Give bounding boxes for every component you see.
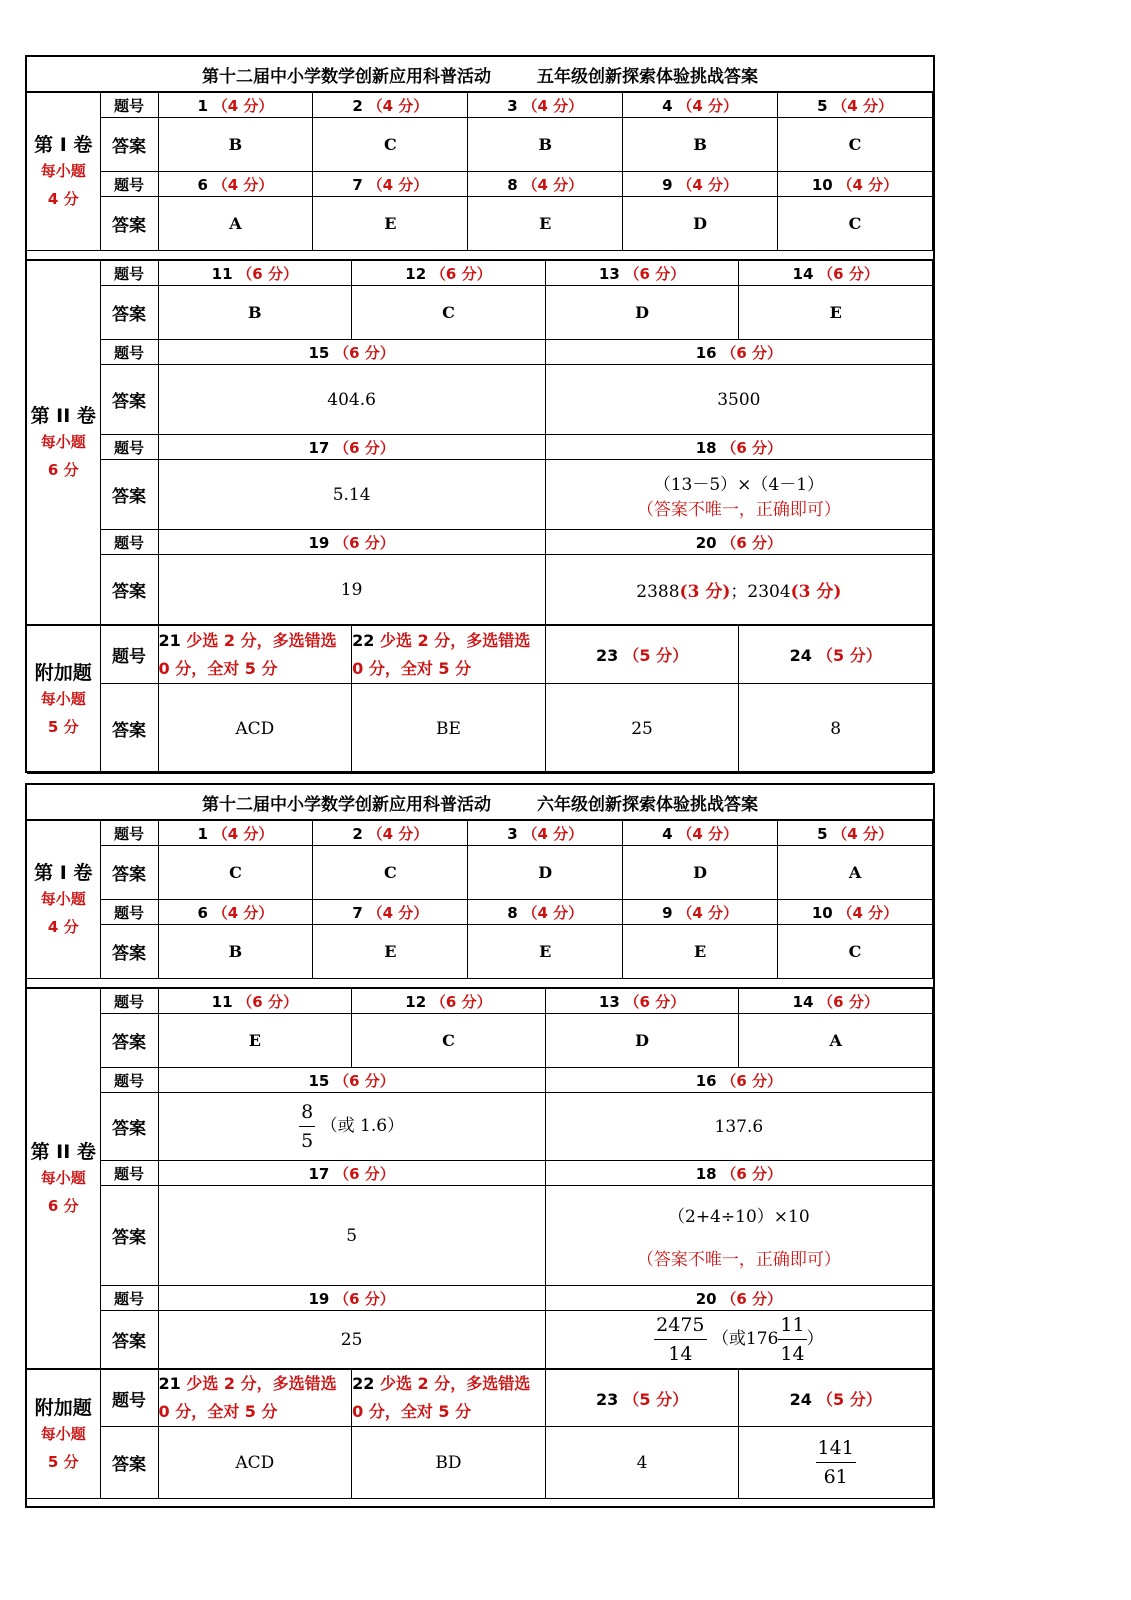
grade6-part2-table <box>27 988 933 1369</box>
q-header: 23 （5 分） <box>545 1370 739 1427</box>
q-header: 13 （6 分） <box>545 261 739 286</box>
qno-label: 题号 <box>100 1068 158 1093</box>
answer-cell-with-note: （13－5）×（4－1） （答案不唯一，正确即可） <box>545 460 932 530</box>
answer-cell: 3500 <box>545 365 932 435</box>
scoring-rule: 22 少选 2 分，多选错选 0 分，全对 5 分 <box>352 626 546 684</box>
grade6-extra-table <box>27 1369 933 1499</box>
answer-cell: C <box>778 925 933 979</box>
answer-cell: D <box>468 846 623 900</box>
q-header: 7 （4 分） <box>313 900 468 925</box>
q-header: 20 （6 分） <box>545 1286 932 1311</box>
q-header: 4 （4 分） <box>623 821 778 846</box>
ans-label: 答案 <box>100 1093 158 1161</box>
q-header: 9 （4 分） <box>623 172 778 197</box>
q-header: 4 （4 分） <box>623 93 778 118</box>
fraction: $\frac{141}{61}$ <box>816 1434 856 1491</box>
grade5-title: 第十二届中小学数学创新应用科普活动 五年级创新探索体验挑战答案 <box>27 57 933 92</box>
qno-label: 题号 <box>100 989 158 1014</box>
answer-cell: C <box>778 197 933 251</box>
fraction-answer <box>739 1427 933 1499</box>
q-header: 14 （6 分） <box>739 261 933 286</box>
answer-cell: A <box>778 846 933 900</box>
answer-cell: C <box>352 1014 546 1068</box>
answer-cell: C <box>313 846 468 900</box>
grade6-part1-table <box>27 820 933 988</box>
qno-label: 题号 <box>100 340 158 365</box>
answer-cell: 2388(3 分)；2304(3 分) <box>545 555 932 625</box>
q-header: 6 （4 分） <box>158 172 313 197</box>
answer-cell: ACD <box>158 1427 352 1499</box>
grade6-part1-label: 第 I 卷 每小题 4 分 <box>27 821 100 979</box>
q-header: 10 （4 分） <box>778 172 933 197</box>
ans-label: 答案 <box>100 684 158 774</box>
answer-cell-with-note: （2+4÷10）×10 （答案不唯一，正确即可） <box>545 1186 932 1286</box>
qno-label: 题号 <box>100 1370 158 1427</box>
answer-cell: 19 <box>158 555 545 625</box>
q-header: 2 （4 分） <box>313 821 468 846</box>
answer-cell: 25 <box>545 684 739 774</box>
q-header: 10 （4 分） <box>778 900 933 925</box>
grade5-part1-label: 第 I 卷 每小题 4 分 <box>27 93 100 251</box>
qno-label: 题号 <box>100 530 158 555</box>
grade5-extra-label: 附加题 每小题 5 分 <box>27 626 100 774</box>
grade6-answer-sheet <box>25 783 935 1508</box>
q-header: 11 （6 分） <box>158 989 352 1014</box>
answer-cell: 8 <box>739 684 933 774</box>
answer-cell: B <box>158 286 352 340</box>
answer-cell: 4 <box>545 1427 739 1499</box>
qno-label: 题号 <box>100 172 158 197</box>
fraction: $\frac{2475}{14}$ <box>654 1311 706 1368</box>
q-header: 6 （4 分） <box>158 900 313 925</box>
answer-cell: ACD <box>158 684 352 774</box>
answer-cell: C <box>313 118 468 172</box>
qno-label: 题号 <box>100 261 158 286</box>
answer-cell: A <box>739 1014 933 1068</box>
ans-label: 答案 <box>100 460 158 530</box>
q-header: 9 （4 分） <box>623 900 778 925</box>
ans-label: 答案 <box>100 846 158 900</box>
grade5-header <box>27 57 933 92</box>
grade6-part2-label: 第 II 卷 每小题 6 分 <box>27 989 100 1369</box>
answer-cell: 404.6 <box>158 365 545 435</box>
ans-label: 答案 <box>100 1186 158 1286</box>
scoring-rule: 21 少选 2 分，多选错选 0 分，全对 5 分 <box>158 626 352 684</box>
q-header: 19 （6 分） <box>158 530 545 555</box>
answer-cell: A <box>158 197 313 251</box>
answer-cell: 137.6 <box>545 1093 932 1161</box>
ans-label: 答案 <box>100 118 158 172</box>
fraction-answer: $\frac{2475}{14}$ （或176 $\frac{11}{14}$ ） <box>545 1311 932 1369</box>
q-header: 5 （4 分） <box>778 821 933 846</box>
answer-cell: B <box>158 925 313 979</box>
answer-cell: E <box>468 925 623 979</box>
ans-label: 答案 <box>100 925 158 979</box>
q-header: 15 （6 分） <box>158 1068 545 1093</box>
grade5-part2-table <box>27 260 933 625</box>
answer-cell: E <box>468 197 623 251</box>
q-header: 18 （6 分） <box>545 1161 932 1186</box>
ans-label: 答案 <box>100 1014 158 1068</box>
grade5-part1-table <box>27 92 933 260</box>
grade5-answer-sheet <box>25 55 935 773</box>
q-header: 14 （6 分） <box>739 989 933 1014</box>
answer-cell: E <box>313 197 468 251</box>
answer-cell: 5.14 <box>158 460 545 530</box>
q-header: 8 （4 分） <box>468 900 623 925</box>
grade5-part2-label: 第 II 卷 每小题 6 分 <box>27 261 100 625</box>
answer-cell: D <box>545 286 739 340</box>
grade6-header <box>27 785 933 820</box>
q-header: 18 （6 分） <box>545 435 932 460</box>
answer-cell: C <box>158 846 313 900</box>
q-header: 23 （5 分） <box>545 626 739 684</box>
q-header: 3 （4 分） <box>468 93 623 118</box>
grade6-title: 第十二届中小学数学创新应用科普活动 六年级创新探索体验挑战答案 <box>27 785 933 820</box>
q-header: 2 （4 分） <box>313 93 468 118</box>
q-header: 5 （4 分） <box>778 93 933 118</box>
answer-cell: B <box>623 118 778 172</box>
q-header: 12 （6 分） <box>352 261 546 286</box>
answer-cell: C <box>352 286 546 340</box>
q-header: 12 （6 分） <box>352 989 546 1014</box>
answer-cell: D <box>623 846 778 900</box>
qno-label: 题号 <box>100 93 158 118</box>
answer-cell: E <box>739 286 933 340</box>
answer-cell: E <box>158 1014 352 1068</box>
q-header: 19 （6 分） <box>158 1286 545 1311</box>
q-header: 11 （6 分） <box>158 261 352 286</box>
ans-label: 答案 <box>100 286 158 340</box>
scoring-rule: 21 少选 2 分，多选错选 0 分，全对 5 分 <box>158 1370 352 1427</box>
ans-label: 答案 <box>100 365 158 435</box>
q-header: 24 （5 分） <box>739 626 933 684</box>
answer-cell: BE <box>352 684 546 774</box>
answer-cell: BD <box>352 1427 546 1499</box>
qno-label: 题号 <box>100 821 158 846</box>
answer-cell: B <box>468 118 623 172</box>
q-header: 17 （6 分） <box>158 435 545 460</box>
scoring-rule: 22 少选 2 分，多选错选 0 分，全对 5 分 <box>352 1370 546 1427</box>
qno-label: 题号 <box>100 626 158 684</box>
qno-label: 题号 <box>100 1161 158 1186</box>
q-header: 24 （5 分） <box>739 1370 933 1427</box>
ans-label: 答案 <box>100 1427 158 1499</box>
answer-cell: 25 <box>158 1311 545 1369</box>
q-header: 15 （6 分） <box>158 340 545 365</box>
qno-label: 题号 <box>100 435 158 460</box>
q-header: 3 （4 分） <box>468 821 623 846</box>
fraction: $\frac{8}{5}$ <box>299 1098 315 1155</box>
ans-label: 答案 <box>100 1311 158 1369</box>
q-header: 8 （4 分） <box>468 172 623 197</box>
q-header: 16 （6 分） <box>545 1068 932 1093</box>
ans-label: 答案 <box>100 197 158 251</box>
ans-label: 答案 <box>100 555 158 625</box>
answer-cell: D <box>545 1014 739 1068</box>
answer-cell: E <box>313 925 468 979</box>
q-header: 13 （6 分） <box>545 989 739 1014</box>
answer-cell: E <box>623 925 778 979</box>
grade5-extra-table <box>27 625 933 774</box>
q-header: 7 （4 分） <box>313 172 468 197</box>
qno-label: 题号 <box>100 1286 158 1311</box>
answer-cell: B <box>158 118 313 172</box>
qno-label: 题号 <box>100 900 158 925</box>
q-header: 16 （6 分） <box>545 340 932 365</box>
fraction-answer: $\frac{8}{5}$ （或 1.6） <box>158 1093 545 1161</box>
answer-cell: 5 <box>158 1186 545 1286</box>
mixed-fraction: $\frac{11}{14}$ <box>778 1311 806 1368</box>
grade6-extra-label: 附加题 每小题 5 分 <box>27 1370 100 1499</box>
q-header: 1 （4 分） <box>158 821 313 846</box>
q-header: 17 （6 分） <box>158 1161 545 1186</box>
answer-cell: C <box>778 118 933 172</box>
q-header: 1 （4 分） <box>158 93 313 118</box>
q-header: 20 （6 分） <box>545 530 932 555</box>
answer-cell: D <box>623 197 778 251</box>
